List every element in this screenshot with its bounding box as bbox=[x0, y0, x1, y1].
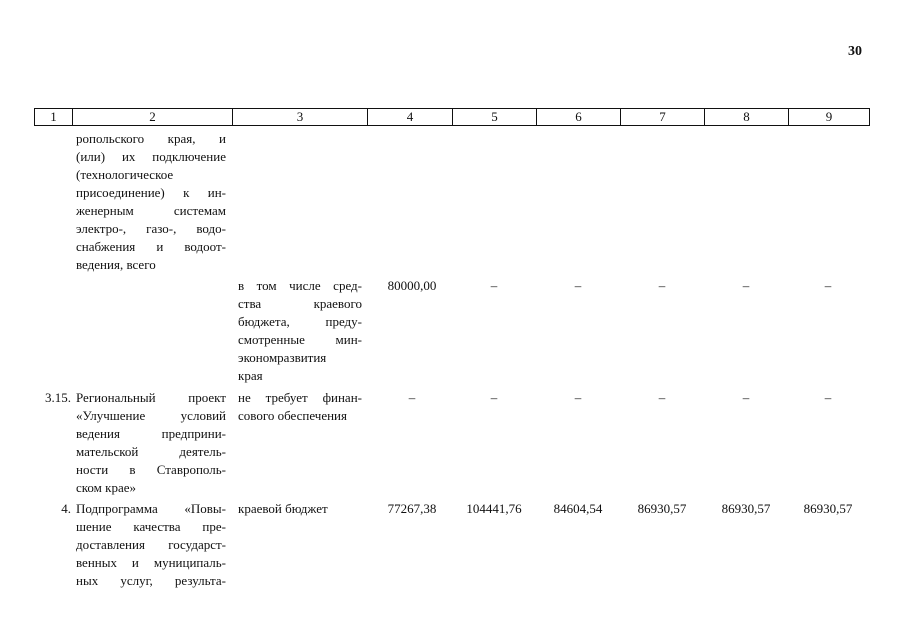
page-number: 30 bbox=[848, 44, 862, 59]
value-col-9: – bbox=[824, 390, 832, 405]
row-name bbox=[76, 500, 226, 590]
row-name-line: электро-, газо-, водо- bbox=[76, 221, 226, 236]
value-col-7: – bbox=[658, 278, 666, 293]
row-funding-source-line: экономразвития bbox=[238, 350, 327, 365]
row-name-line: ных услуг, результа- bbox=[76, 573, 226, 588]
row-name-line: ности в Ставрополь- bbox=[76, 462, 226, 477]
value-col-6: – bbox=[574, 390, 582, 405]
header-col-8: 8 bbox=[704, 109, 788, 125]
value-col-6: 84604,54 bbox=[553, 501, 603, 516]
row-funding-source-line: в том числе сред- bbox=[238, 278, 362, 293]
row-funding-source bbox=[238, 277, 362, 385]
row-name-line: Подпрограмма «Повы- bbox=[76, 501, 226, 516]
value-col-4: 77267,38 bbox=[387, 501, 437, 516]
row-name-line: мательской деятель- bbox=[76, 444, 226, 459]
row-funding-source-line: смотренные мин- bbox=[238, 332, 362, 347]
row-funding-source-line: сового обеспечения bbox=[238, 408, 347, 423]
row-funding-source-line: ства краевого bbox=[238, 296, 362, 311]
value-col-8: – bbox=[742, 390, 750, 405]
row-name-line: «Улучшение условий bbox=[76, 408, 226, 423]
row-name-line: доставления государст- bbox=[76, 537, 226, 552]
header-col-6: 6 bbox=[536, 109, 620, 125]
row-funding-source bbox=[238, 389, 362, 425]
row-name-line: ведения предприни- bbox=[76, 426, 226, 441]
row-name-line: снабжения и водоот- bbox=[76, 239, 226, 254]
value-col-7: – bbox=[658, 390, 666, 405]
row-name bbox=[76, 130, 226, 274]
value-col-4: 80000,00 bbox=[387, 278, 437, 293]
value-col-8: 86930,57 bbox=[721, 501, 771, 516]
value-col-6: – bbox=[574, 278, 582, 293]
value-col-4: – bbox=[408, 390, 416, 405]
table-header-row bbox=[34, 108, 870, 126]
value-col-5: – bbox=[490, 390, 498, 405]
header-col-7: 7 bbox=[620, 109, 704, 125]
value-col-9: – bbox=[824, 278, 832, 293]
row-name-line: шение качества пре- bbox=[76, 519, 226, 534]
row-name-line: (технологическое bbox=[76, 167, 174, 182]
header-col-5: 5 bbox=[452, 109, 536, 125]
row-number: 3.15. bbox=[45, 390, 71, 405]
value-col-5: – bbox=[490, 278, 498, 293]
header-col-3: 3 bbox=[232, 109, 367, 125]
row-name-line: ведения, всего bbox=[76, 257, 156, 272]
value-col-5: 104441,76 bbox=[466, 501, 522, 516]
row-funding-source-line: края bbox=[238, 368, 263, 383]
value-col-8: – bbox=[742, 278, 750, 293]
header-col-2: 2 bbox=[72, 109, 232, 125]
row-funding-source-line: не требует финан- bbox=[238, 390, 362, 405]
row-name-line: ском крае» bbox=[76, 480, 137, 495]
row-name-line: венных и муниципаль- bbox=[76, 555, 226, 570]
row-name-line: ропольского края, и bbox=[76, 131, 226, 146]
row-name-line: Региональный проект bbox=[76, 390, 226, 405]
row-name-line: (или) их подключение bbox=[76, 149, 226, 164]
row-number: 4. bbox=[61, 501, 71, 516]
value-col-9: 86930,57 bbox=[803, 501, 853, 516]
row-funding-source-line: краевой бюджет bbox=[238, 501, 328, 516]
row-name bbox=[76, 389, 226, 497]
value-col-7: 86930,57 bbox=[637, 501, 687, 516]
header-col-4: 4 bbox=[367, 109, 452, 125]
row-funding-source-line: бюджета, преду- bbox=[238, 314, 362, 329]
row-name-line: присоединение) к ин- bbox=[76, 185, 226, 200]
header-col-1: 1 bbox=[50, 109, 57, 124]
header-col-9: 9 bbox=[788, 109, 869, 125]
row-name-line: женерным системам bbox=[76, 203, 226, 218]
row-funding-source bbox=[238, 500, 362, 518]
